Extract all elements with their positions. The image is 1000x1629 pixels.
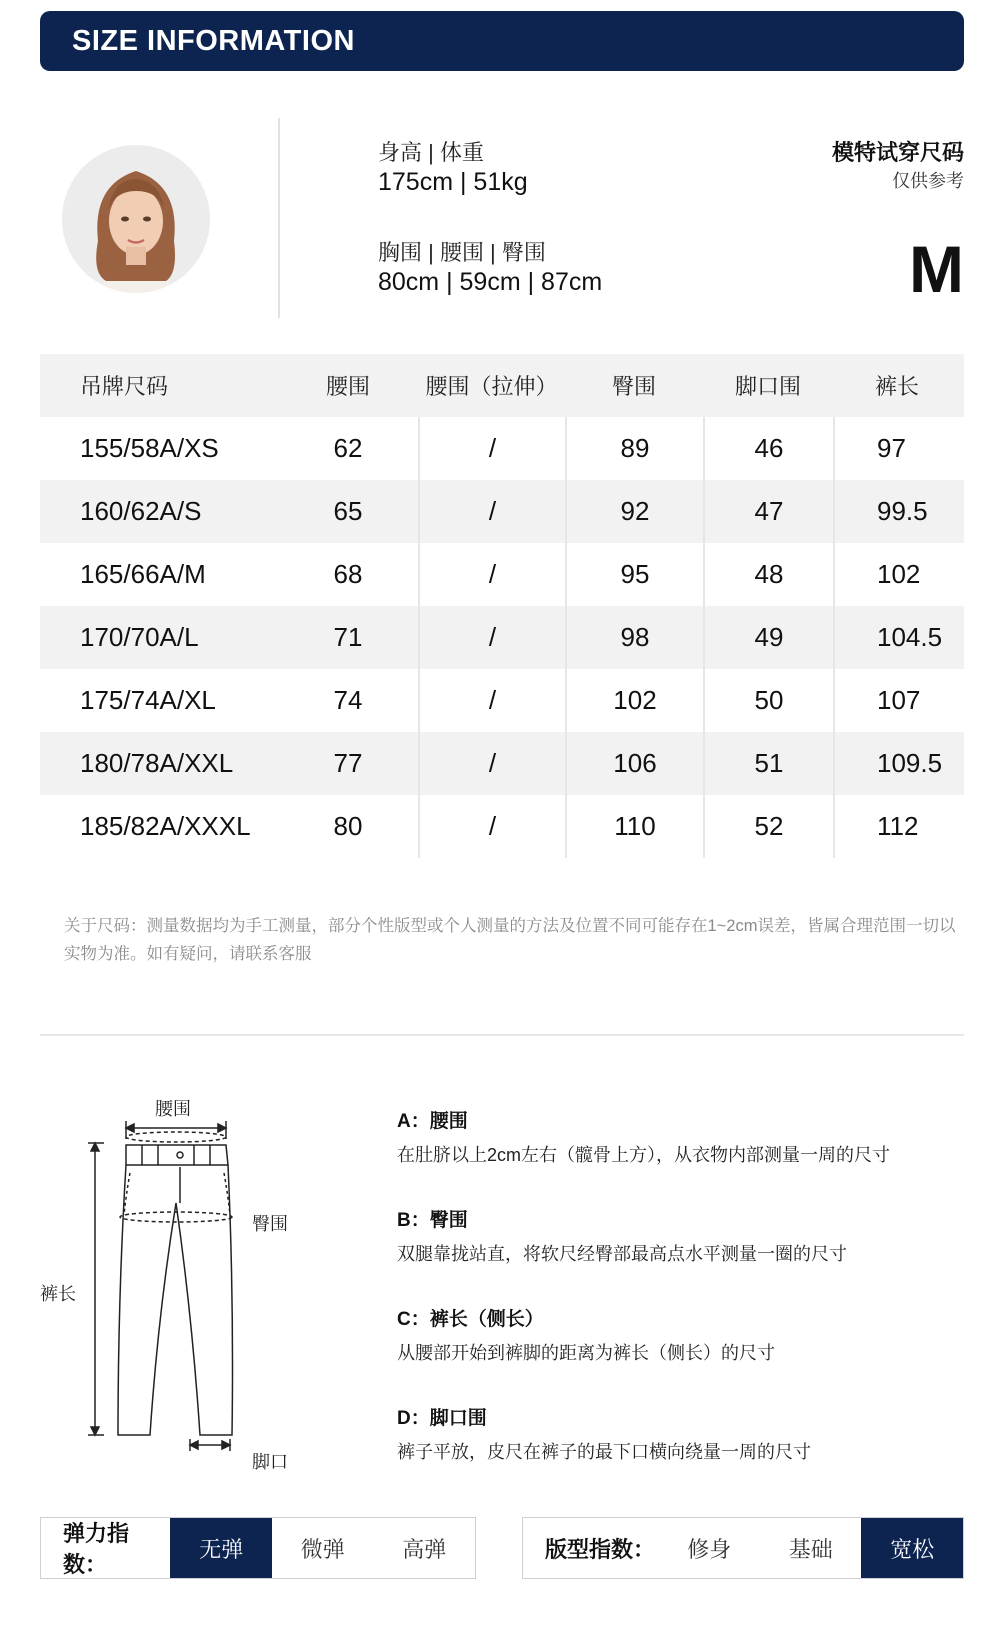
vertical-divider [278, 118, 280, 318]
table-row [40, 543, 964, 606]
cell-hem: 52 [703, 795, 833, 858]
def-d-title: D：脚口围 [397, 1408, 487, 1429]
header-hip: 臀围 [611, 374, 656, 399]
cell-waist-stretch: / [418, 606, 565, 669]
table-row [40, 480, 964, 543]
cell-hem: 50 [703, 669, 833, 732]
cell-hip: 89 [565, 417, 703, 480]
table-row [40, 732, 964, 795]
cell-length: 112 [833, 795, 964, 858]
elasticity-option-slight[interactable]: 微弹 [300, 1536, 345, 1562]
measures-value: 80cm | 59cm | 87cm [378, 268, 603, 296]
elasticity-index [40, 1517, 476, 1579]
header-tag-size: 吊牌尺码 [80, 374, 169, 399]
cell-length: 109.5 [833, 732, 964, 795]
model-fit-title: 模特试穿尺码 [831, 140, 964, 165]
fit-index-label: 版型指数： [545, 1536, 656, 1562]
cell-waist-stretch: / [418, 795, 565, 858]
header-waist-stretch: 腰围（拉伸） [425, 374, 558, 399]
pants-outline-icon [30, 1095, 310, 1495]
height-weight-label: 身高 | 体重 [378, 140, 484, 165]
elasticity-label: 弹力指数： [63, 1521, 130, 1577]
cell-waist: 65 [333, 496, 363, 526]
cell-tag-size: 175/74A/XL [80, 685, 216, 715]
cell-waist: 68 [333, 559, 363, 589]
def-b-title: B：臀围 [397, 1210, 468, 1231]
fit-option-loose[interactable]: 宽松 [861, 1518, 963, 1578]
size-table-header [40, 354, 964, 417]
cell-length: 99.5 [833, 480, 964, 543]
cell-length: 104.5 [833, 606, 964, 669]
cell-waist: 74 [333, 685, 363, 715]
def-a-title: A：腰围 [397, 1111, 468, 1132]
cell-waist-stretch: / [418, 732, 565, 795]
cell-tag-size: 155/58A/XS [80, 433, 219, 463]
cell-waist: 80 [333, 811, 363, 841]
cell-hem: 47 [703, 480, 833, 543]
cell-waist: 77 [333, 748, 363, 778]
model-fit-size: M [909, 232, 964, 306]
measurement-definitions [397, 1106, 977, 1502]
cell-hem: 46 [703, 417, 833, 480]
cell-hem: 51 [703, 732, 833, 795]
pants-diagram [30, 1095, 310, 1495]
cell-tag-size: 165/66A/M [80, 559, 206, 589]
table-row [40, 795, 964, 858]
cell-waist-stretch: / [418, 480, 565, 543]
def-d-desc: 裤子平放，皮尺在裤子的最下口横向绕量一周的尺寸 [397, 1442, 811, 1462]
def-a-desc: 在肚脐以上2cm左右（髋骨上方），从衣物内部测量一周的尺寸 [397, 1145, 891, 1165]
cell-length: 107 [833, 669, 964, 732]
model-avatar [62, 145, 210, 293]
horizontal-divider [40, 1034, 964, 1036]
cell-tag-size: 170/70A/L [80, 622, 199, 652]
model-avatar-image [62, 145, 210, 293]
model-fit-subtitle: 仅供参考 [892, 171, 964, 191]
cell-hip: 106 [565, 732, 703, 795]
cell-tag-size: 185/82A/XXXL [80, 811, 251, 841]
def-c-title: C：裤长（侧长） [397, 1309, 544, 1330]
cell-length: 97 [833, 417, 964, 480]
header-hem: 脚口围 [734, 374, 801, 399]
fit-index [522, 1517, 964, 1579]
cell-hem: 49 [703, 606, 833, 669]
size-table [40, 354, 964, 858]
table-row [40, 606, 964, 669]
def-b-desc: 双腿靠拢站直，将软尺经臀部最高点水平测量一圈的尺寸 [397, 1244, 847, 1264]
fit-option-regular[interactable]: 基础 [788, 1536, 833, 1562]
def-c-desc: 从腰部开始到裤脚的距离为裤长（侧长）的尺寸 [397, 1343, 775, 1363]
cell-hip: 95 [565, 543, 703, 606]
cell-hip: 110 [565, 795, 703, 858]
cell-hem: 48 [703, 543, 833, 606]
header-title: SIZE INFORMATION [72, 25, 355, 57]
measures-label: 胸围 | 腰围 | 臀围 [378, 240, 546, 265]
header-bar [40, 11, 964, 71]
cell-waist: 62 [333, 433, 363, 463]
cell-waist: 71 [333, 622, 363, 652]
cell-waist-stretch: / [418, 669, 565, 732]
cell-waist-stretch: / [418, 417, 565, 480]
table-row [40, 417, 964, 480]
cell-length: 102 [833, 543, 964, 606]
cell-hip: 98 [565, 606, 703, 669]
cell-waist-stretch: / [418, 543, 565, 606]
cell-hip: 92 [565, 480, 703, 543]
cell-tag-size: 160/62A/S [80, 496, 202, 526]
elasticity-option-high[interactable]: 高弹 [402, 1536, 447, 1562]
table-row [40, 669, 964, 732]
elasticity-option-none[interactable]: 无弹 [170, 1518, 272, 1578]
diagram-hip-label: 臀围 [252, 1214, 288, 1234]
size-note: 关于尺码：测量数据均为手工测量，部分个性版型或个人测量的方法及位置不同可能存在1~2cm误差，皆属合理范围一切以实物为准。如有疑问，请联系客服 [64, 917, 956, 963]
diagram-waist-label: 腰围 [155, 1099, 191, 1119]
header-waist: 腰围 [325, 374, 370, 399]
height-weight-value: 175cm | 51kg [378, 168, 528, 196]
diagram-hem-label: 脚口 [252, 1452, 288, 1472]
cell-hip: 102 [565, 669, 703, 732]
diagram-length-label: 裤长 [40, 1284, 76, 1304]
cell-tag-size: 180/78A/XXL [80, 748, 234, 778]
header-length: 裤长 [875, 374, 920, 399]
fit-option-slim[interactable]: 修身 [687, 1536, 732, 1562]
